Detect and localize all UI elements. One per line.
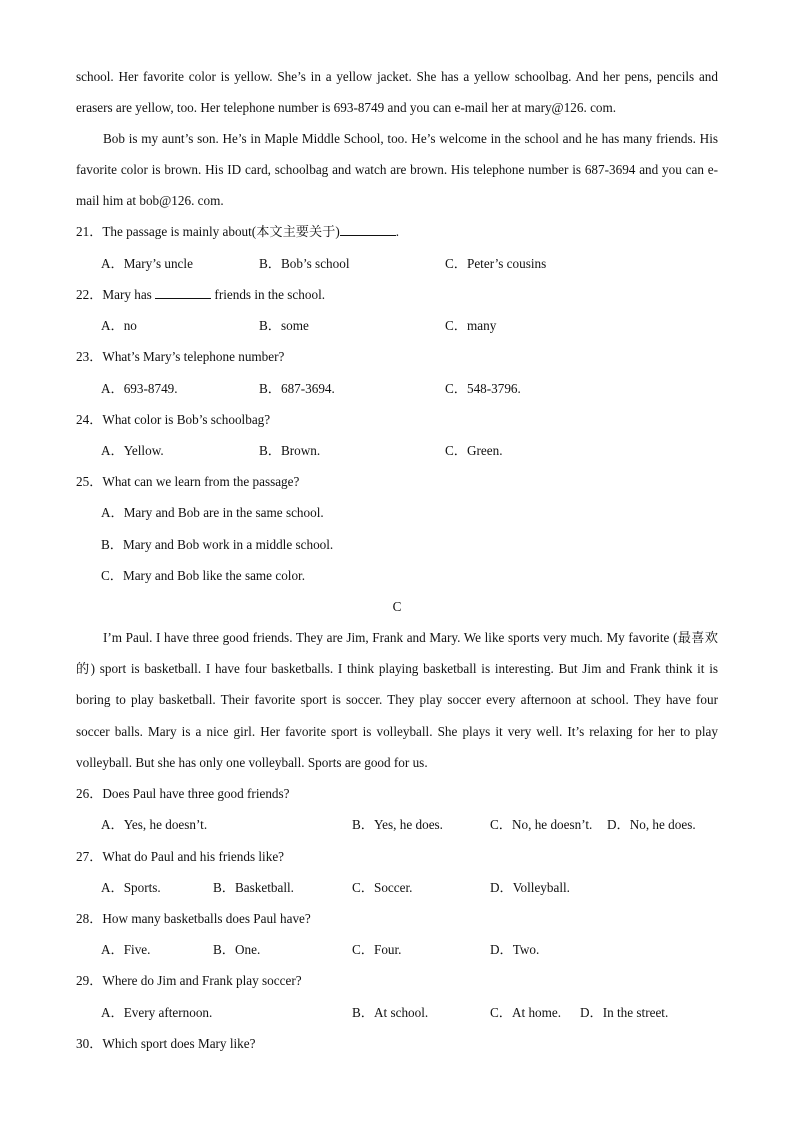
answer-option: C．many — [445, 318, 497, 333]
answer-option: A．no — [101, 318, 137, 333]
answer-option: B．687-3694. — [259, 381, 335, 396]
answer-option: B．some — [259, 318, 309, 333]
answer-option: C．Mary and Bob like the same color. — [101, 568, 305, 583]
answer-option: A．Every afternoon. — [101, 1005, 213, 1020]
answer-option: A．693-8749. — [101, 381, 178, 396]
answer-option: B．Yes, he does. — [352, 817, 443, 832]
answer-option: A．Mary’s uncle — [101, 256, 193, 271]
question-stem: 28．How many basketballs does Paul have? — [76, 911, 311, 926]
answer-option: B．Mary and Bob work in a middle school. — [101, 537, 334, 552]
answer-option: A．Mary and Bob are in the same school. — [101, 505, 324, 520]
paragraph-text: school. Her favorite color is yellow. She’s in a yellow jacket. She has a yellow schoolbag. And her pens, pencils and erasers are yellow, too. Her telephone number is 693-8749 and you can e-mail her at mary@126. com. — [76, 69, 718, 116]
answer-option: C．548-3796. — [445, 381, 521, 396]
answer-option: A．Five. — [101, 942, 151, 957]
answer-option: B．Bob’s school — [259, 256, 350, 271]
answer-option: A．Yes, he doesn’t. — [101, 817, 208, 832]
answer-option: C．Four. — [352, 942, 402, 957]
passage-paragraph — [76, 622, 718, 778]
answer-option: C．Soccer. — [352, 880, 413, 895]
question-stem: 30．Which sport does Mary like? — [76, 1036, 256, 1051]
question-stem: 23．What’s Mary’s telephone number? — [76, 349, 285, 364]
section-heading: C — [392, 599, 402, 614]
answer-blank — [155, 286, 211, 299]
answer-option: A．Yellow. — [101, 443, 164, 458]
answer-option: C．Peter’s cousins — [445, 256, 547, 271]
question-stem: 24．What color is Bob’s schoolbag? — [76, 412, 271, 427]
answer-option: B．Brown. — [259, 443, 321, 458]
question-stem: 25．What can we learn from the passage? — [76, 474, 300, 489]
answer-option: B．Basketball. — [213, 880, 294, 895]
answer-option: C．Green. — [445, 443, 503, 458]
passage-paragraph — [76, 123, 718, 217]
answer-option: D．Volleyball. — [490, 880, 570, 895]
question-stem: 27．What do Paul and his friends like? — [76, 849, 285, 864]
question-stem: 29．Where do Jim and Frank play soccer? — [76, 973, 302, 988]
answer-option: B．At school. — [352, 1005, 429, 1020]
answer-option: B．One. — [213, 942, 261, 957]
answer-option: A．Sports. — [101, 880, 161, 895]
answer-option: D．Two. — [490, 942, 540, 957]
question-stem: 21．The passage is mainly about(本文主要关于) . — [76, 224, 400, 239]
answer-option: C．No, he doesn’t. — [490, 817, 593, 832]
answer-blank — [340, 223, 396, 236]
answer-option: D．In the street. — [580, 1005, 669, 1020]
question-stem: 22．Mary has friends in the school. — [76, 287, 326, 302]
answer-option: D．No, he does. — [607, 817, 696, 832]
answer-option: C．At home. — [490, 1005, 562, 1020]
paragraph-text: I’m Paul. I have three good friends. They are Jim, Frank and Mary. We like sports very much. My favorite (最喜欢的) sport is basketball. I have four basketballs. I think playing basketball is interesting. But Jim and Frank think it is boring to play basketball. Their favorite sport is soccer. They play soccer every afternoon at school. They have four soccer balls. Mary is a nice girl. Her favorite sport is volleyball. She plays it very well. It’s relaxing for her to play volleyball. But she has only one volleyball. Sports are good for us. — [76, 630, 718, 770]
passage-paragraph — [76, 61, 718, 123]
paragraph-text: Bob is my aunt’s son. He’s in Maple Middle School, too. He’s welcome in the school and he has many friends. His favorite color is brown. His ID card, schoolbag and watch are brown. His telephone number is 687-3694 and you can e-mail him at bob@126. com. — [76, 131, 718, 209]
question-stem: 26．Does Paul have three good friends? — [76, 786, 290, 801]
